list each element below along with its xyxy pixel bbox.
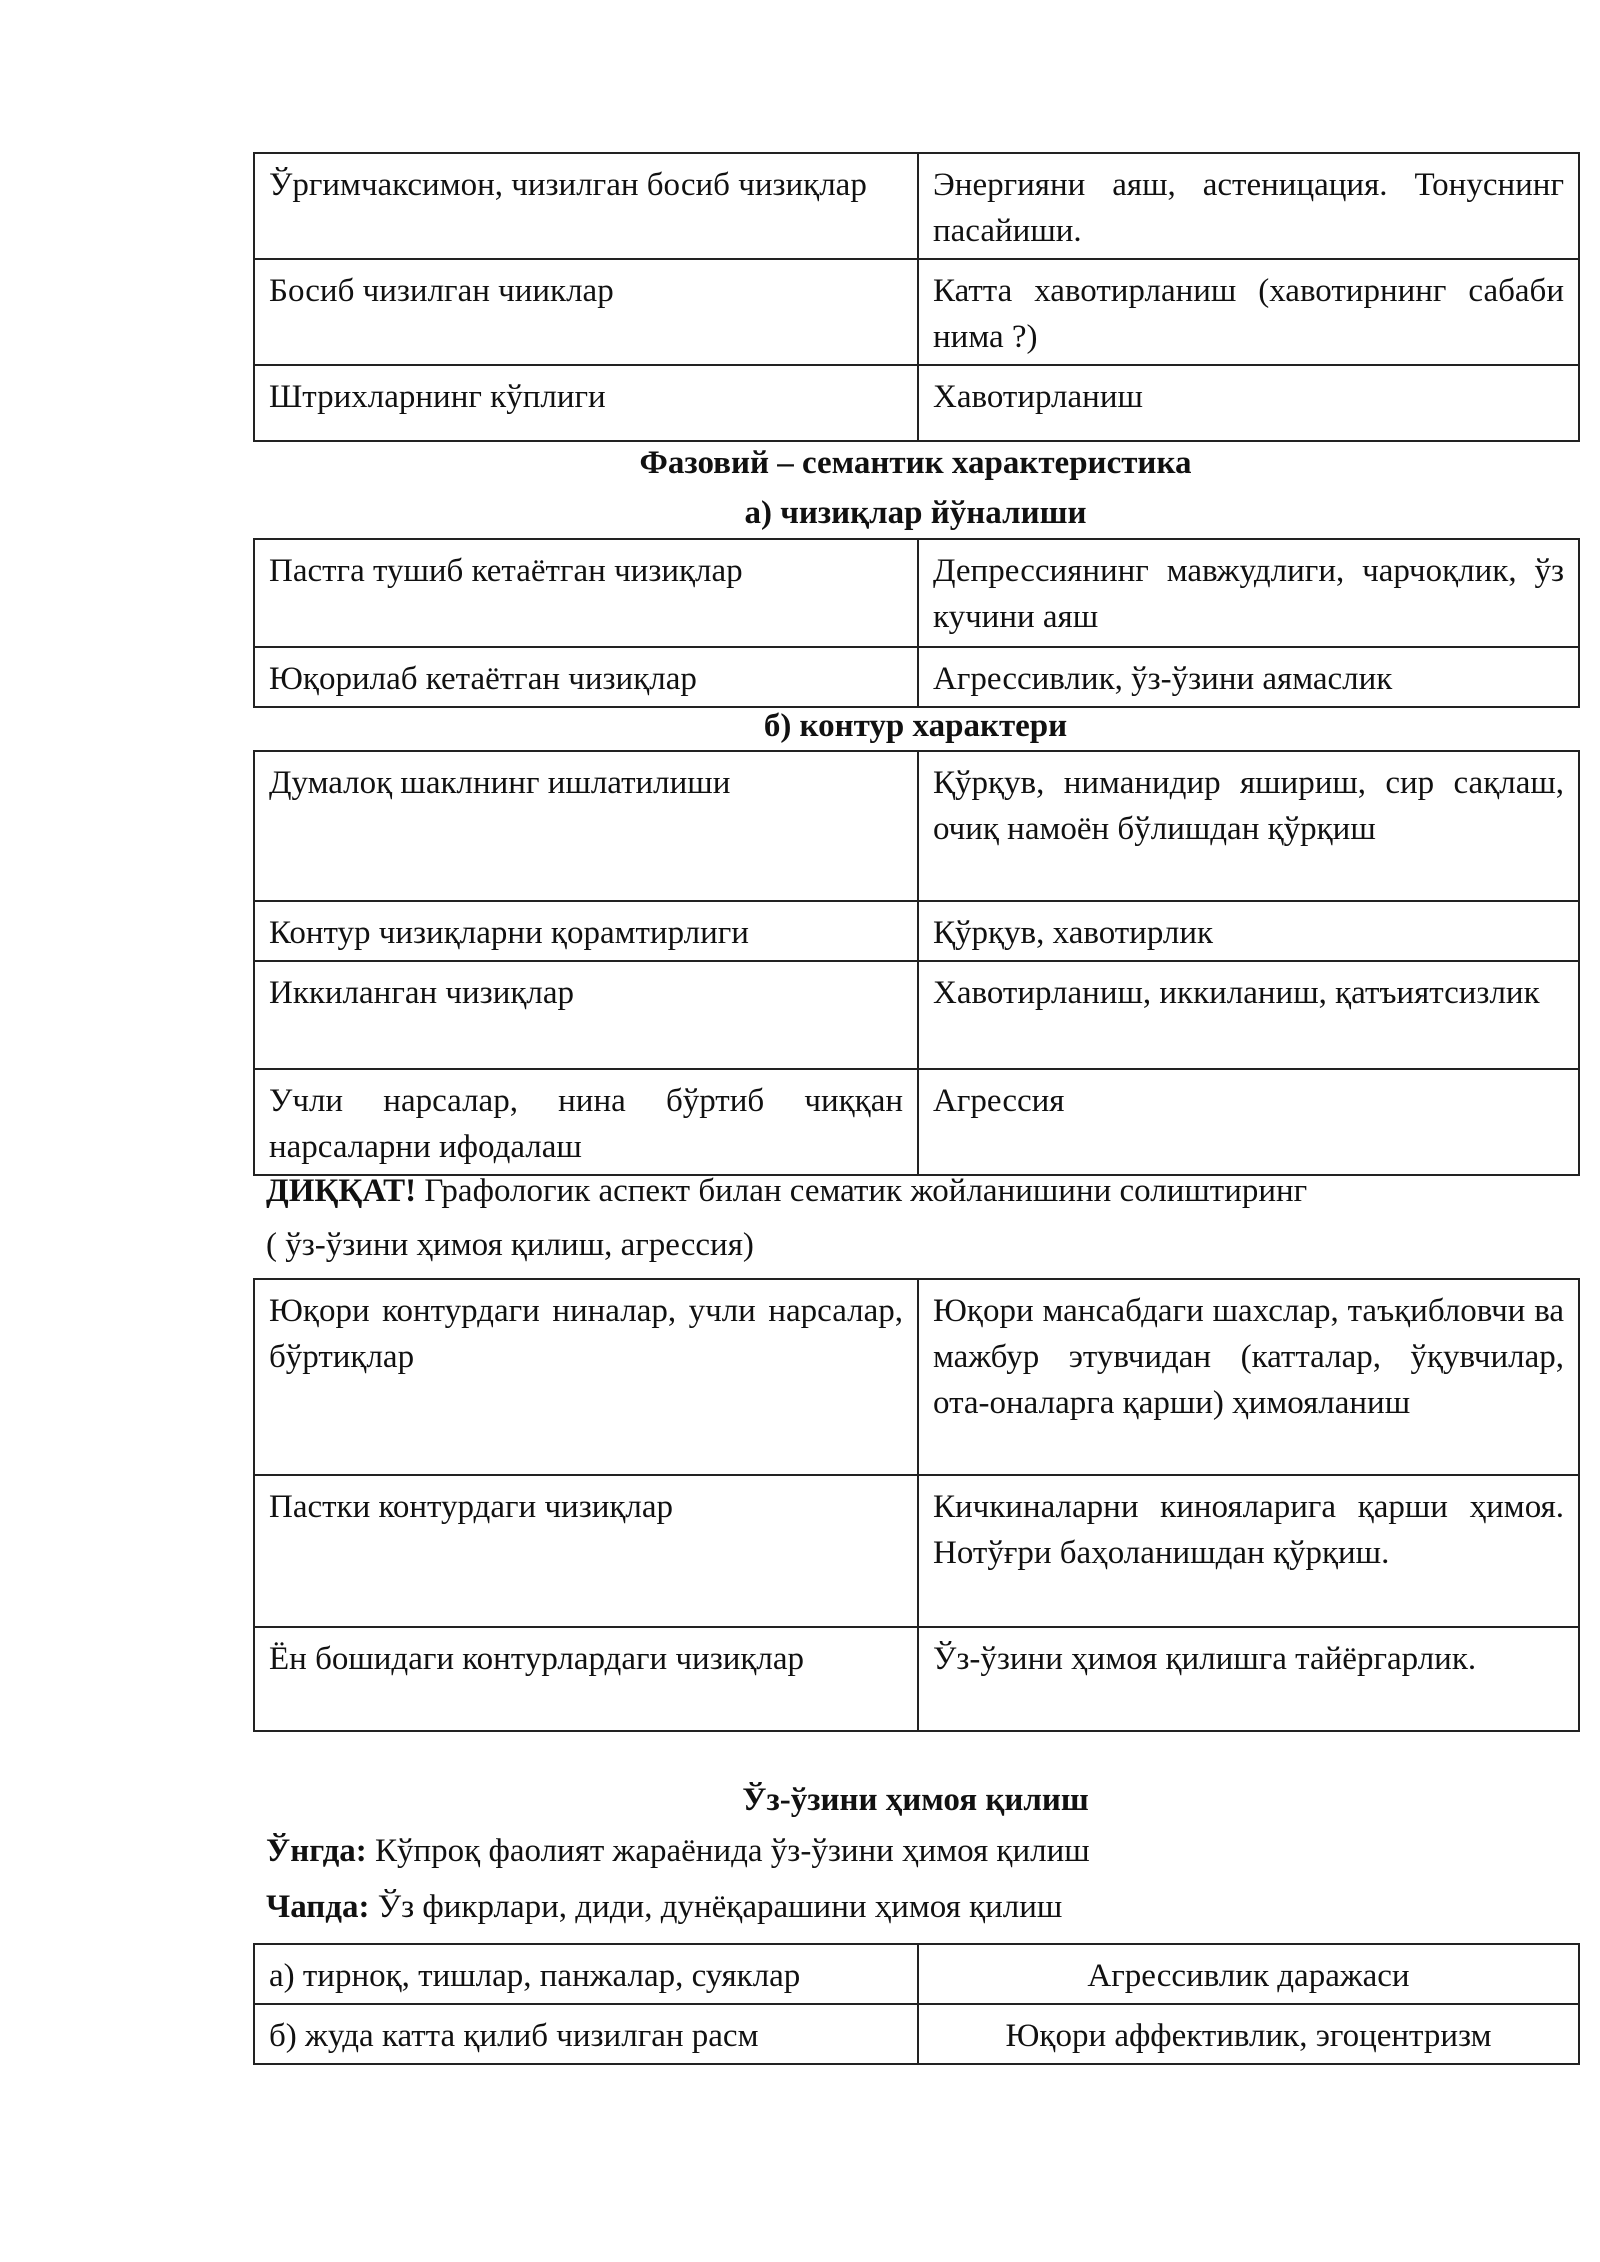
table-cell: Пастга тушиб кетаётган чизиқлар bbox=[254, 539, 918, 647]
table-cell: Ўргимчаксимон, чизилган босиб чизиқлар bbox=[254, 153, 918, 259]
table-cell: Учли нарсалар, нина бўртиб чиққан нарсаларни ифодалаш bbox=[254, 1069, 918, 1175]
section-title: Фазовий – семантик характеристика bbox=[639, 445, 1192, 481]
table-row bbox=[254, 961, 1579, 1069]
attention-note bbox=[266, 1168, 1576, 1214]
table-row bbox=[254, 153, 1579, 259]
table-cell: Думалоқ шаклнинг ишлатилиши bbox=[254, 751, 918, 901]
table-aggression bbox=[253, 1943, 1580, 2065]
table-row bbox=[254, 1475, 1579, 1627]
subtitle-contour: б) контур характери bbox=[763, 708, 1068, 744]
table-cell: Депрессиянинг мавжудлиги, чарчоқлик, ўз кучини аяш bbox=[918, 539, 1579, 647]
self-defense-title: Ўз-ўзини ҳимоя қилиш bbox=[742, 1782, 1089, 1818]
table-cell: Агрессия bbox=[918, 1069, 1579, 1175]
attention-label: ДИҚҚАТ! bbox=[266, 1173, 417, 1209]
table-cell: Юқорилаб кетаётган чизиқлар bbox=[254, 647, 918, 707]
table-cell: Энергияни аяш, астеницация. Тонуснинг пасайиши. bbox=[918, 153, 1579, 259]
table-cell: Штрихларнинг кўплиги bbox=[254, 365, 918, 441]
table-row bbox=[254, 751, 1579, 901]
subtitle-line-direction: а) чизиқлар йўналиши bbox=[744, 495, 1087, 531]
table-row bbox=[254, 901, 1579, 961]
table-cell: Юқори аффективлик, эгоцентризм bbox=[918, 2004, 1579, 2064]
attention-text: Графологик аспект билан сематик жойланишини солиштиринг bbox=[416, 1173, 1308, 1209]
table-line-pressure bbox=[253, 152, 1580, 442]
left-side-label: Чапда: bbox=[266, 1889, 370, 1925]
table-contour bbox=[253, 750, 1580, 1176]
table-cell: Кичкиналарни кинояларига қарши ҳимоя. Нотўғри баҳоланишдан қўрқиш. bbox=[918, 1475, 1579, 1627]
table-cell: Иккиланган чизиқлар bbox=[254, 961, 918, 1069]
table-cell: Хавотирланиш, иккиланиш, қатъиятсизлик bbox=[918, 961, 1579, 1069]
left-side-text: Ўз фикрлари, диди, дунёқарашини ҳимоя қилиш bbox=[369, 1889, 1063, 1925]
table-cell: а) тирноқ, тишлар, панжалар, суяклар bbox=[254, 1944, 918, 2004]
table-cell: Қўрқув, ниманидир яшириш, сир сақлаш, очиқ намоён бўлишдан қўрқиш bbox=[918, 751, 1579, 901]
table-cell: Ўз-ўзини ҳимоя қилишга тайёргарлик. bbox=[918, 1627, 1579, 1731]
left-side-note bbox=[266, 1884, 1576, 1930]
right-side-note bbox=[266, 1828, 1576, 1874]
table-cell: б) жуда катта қилиб чизилган расм bbox=[254, 2004, 918, 2064]
table-cell: Юқори мансабдаги шахслар, таъқибловчи ва мажбур этувчидан (катталар, ўқувчилар, ота-оналарга қарши) ҳимояланиш bbox=[918, 1279, 1579, 1475]
attention-note-line2: ( ўз-ўзини ҳимоя қилиш, агрессия) bbox=[266, 1227, 754, 1263]
table-cell: Қўрқув, хавотирлик bbox=[918, 901, 1579, 961]
table-cell: Пастки контурдаги чизиқлар bbox=[254, 1475, 918, 1627]
right-side-text: Кўпроқ фаолият жараёнида ўз-ўзини ҳимоя қилиш bbox=[366, 1833, 1090, 1869]
table-row bbox=[254, 2004, 1579, 2064]
table-row bbox=[254, 647, 1579, 707]
table-cell: Агрессивлик, ўз-ўзини аямаслик bbox=[918, 647, 1579, 707]
table-row bbox=[254, 259, 1579, 365]
table-row bbox=[254, 1627, 1579, 1731]
table-row bbox=[254, 1944, 1579, 2004]
table-row bbox=[254, 1279, 1579, 1475]
table-contour-position bbox=[253, 1278, 1580, 1732]
table-line-direction bbox=[253, 538, 1580, 708]
table-row bbox=[254, 365, 1579, 441]
table-cell: Контур чизиқларни қорамтирлиги bbox=[254, 901, 918, 961]
table-cell: Хавотирланиш bbox=[918, 365, 1579, 441]
table-cell: Юқори контурдаги ниналар, учли нарсалар, бўртиқлар bbox=[254, 1279, 918, 1475]
table-cell: Агрессивлик даражаси bbox=[918, 1944, 1579, 2004]
right-side-label: Ўнгда: bbox=[266, 1833, 367, 1869]
table-row bbox=[254, 1069, 1579, 1175]
table-cell: Ён бошидаги контурлардаги чизиқлар bbox=[254, 1627, 918, 1731]
table-row bbox=[254, 539, 1579, 647]
table-cell: Босиб чизилган чииклар bbox=[254, 259, 918, 365]
table-cell: Катта хавотирланиш (хавотирнинг сабаби нима ?) bbox=[918, 259, 1579, 365]
